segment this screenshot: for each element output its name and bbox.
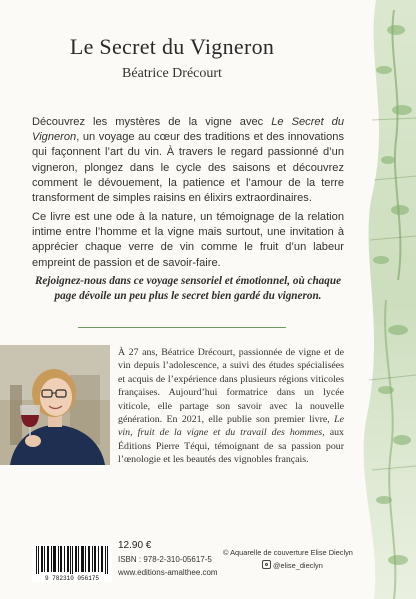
- barcode: [32, 544, 112, 582]
- illustration-credit: © Aquarelle de couverture Elise Dieclyn: [223, 548, 353, 557]
- price: 12.90 €: [118, 540, 152, 551]
- divider-line: [78, 327, 286, 328]
- author-photo: [0, 345, 110, 465]
- instagram-icon: [262, 560, 271, 569]
- bio-book-title: Le vin, fruit de la vigne et du travail des hommes: [118, 414, 344, 439]
- publisher-website[interactable]: www.editions-amalthee.com: [118, 568, 218, 577]
- bio-text: À 27 ans, Béatrice Drécourt, passionnée de vigne et de vin depuis l’adolescence, a suivi des études spécialisées et acquis de l’expérience dans plusieurs régions viticoles françaises. Aujourd’hui formatrice dans un lycée viticole, elle partage son savoir avec la nouvelle génération. En 2021, elle publie son premier livre,: [118, 347, 344, 426]
- instagram-handle-text: @elise_dieclyn: [273, 561, 323, 570]
- isbn: ISBN : 978-2-310-05617-5: [118, 555, 212, 564]
- instagram-handle[interactable]: [262, 560, 323, 570]
- watercolor-vineyard-illustration: [336, 0, 416, 599]
- barcode-digits: 9 782310 056175: [44, 575, 100, 582]
- blurb-quote: Rejoignez-nous dans ce voyage sensoriel et émotionnel, où chaque page dévoile un peu plus le secret bien gardé du vigneron.: [34, 275, 342, 303]
- blurb-text: Découvrez les mystères de la vigne avec: [32, 116, 272, 128]
- bio-text: , aux Éditions Pierre Téqui, témoignant de sa passion pour l’œnologie et les beautés des vignobles français.: [118, 427, 344, 466]
- blurb-book-title: Le Secret du Vigneron: [32, 116, 345, 144]
- author-name: Béatrice Drécourt: [122, 66, 222, 81]
- blurb-paragraph-1: [32, 115, 344, 206]
- blurb-paragraph-2: Ce livre est une ode à la nature, un témoignage de la relation intime entre l’homme et la vigne mais surtout, une invitation à apprécier chaque verre de vin comme le fruit d’un labeur empreint de passion et de savoir-faire.: [32, 211, 344, 269]
- blurb-text: , un voyage au cœur des traditions et des innovations qui façonnent l’art du vin. À travers le regard passionné d’un vigneron, plongez dans le cycle des saisons et découvrez comment le dévouement, la patience et l’amour de la terre transforment de simples raisins en élixirs extraordinaires.: [32, 131, 344, 205]
- book-title: Le Secret du Vigneron: [69, 34, 275, 59]
- author-bio: [118, 346, 344, 467]
